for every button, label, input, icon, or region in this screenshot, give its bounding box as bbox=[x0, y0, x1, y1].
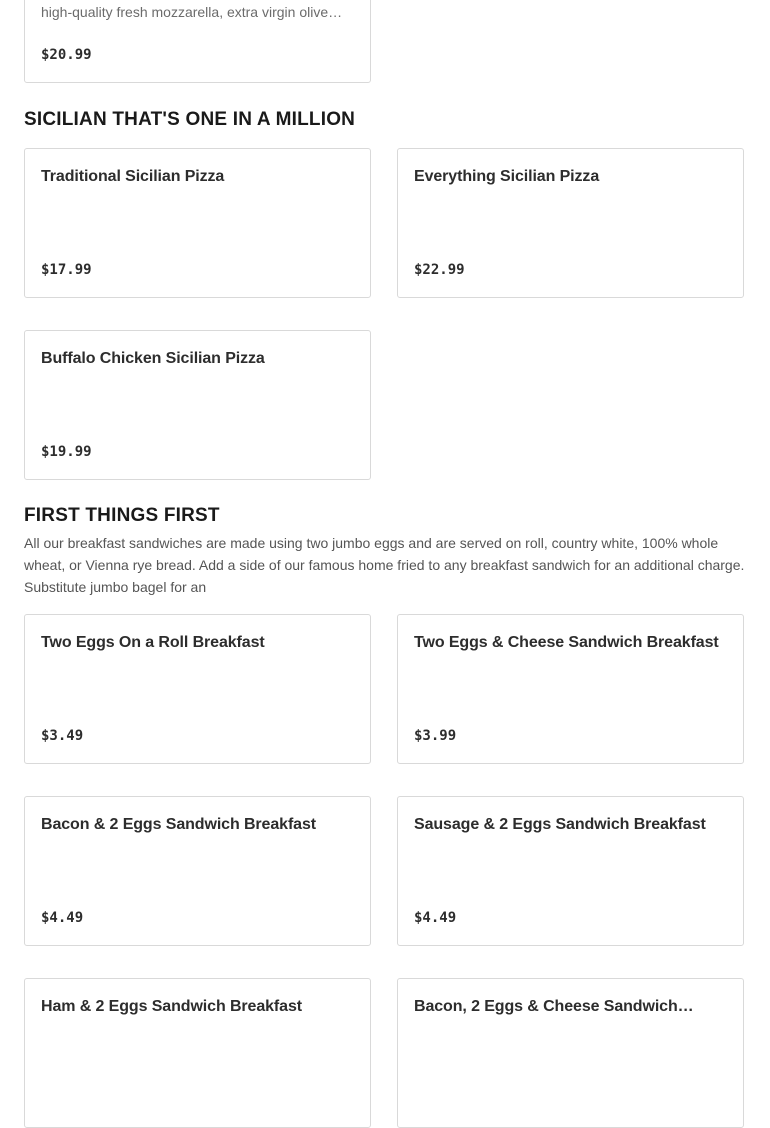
menu-item-card[interactable] bbox=[397, 978, 744, 1128]
menu-item-price: $22.99 bbox=[414, 262, 465, 278]
menu-item-name: Ham & 2 Eggs Sandwich Breakfast bbox=[41, 998, 302, 1015]
menu-item-description: high-quality fresh mozzarella, extra virgin olive… bbox=[41, 4, 343, 20]
menu-item-card[interactable] bbox=[24, 0, 371, 83]
menu-item-price: $3.49 bbox=[41, 728, 84, 744]
menu-item-name: Bacon & 2 Eggs Sandwich Breakfast bbox=[41, 816, 317, 833]
menu-item-card[interactable] bbox=[24, 614, 371, 764]
menu-item-card[interactable] bbox=[24, 796, 371, 946]
menu-item-name: Buffalo Chicken Sicilian Pizza bbox=[41, 350, 265, 367]
section-title-sicilian: SICILIAN THAT'S ONE IN A MILLION bbox=[24, 109, 356, 130]
menu-item-name: Bacon, 2 Eggs & Cheese Sandwich… bbox=[414, 998, 694, 1015]
menu-item-card[interactable] bbox=[397, 796, 744, 946]
menu-item-name: Sausage & 2 Eggs Sandwich Breakfast bbox=[414, 816, 706, 833]
menu-item-price: $4.49 bbox=[41, 910, 84, 926]
menu-item-name: Traditional Sicilian Pizza bbox=[41, 168, 225, 185]
menu-item-card[interactable] bbox=[24, 330, 371, 480]
menu-item-card[interactable] bbox=[24, 978, 371, 1128]
menu-item-name: Two Eggs On a Roll Breakfast bbox=[41, 634, 265, 651]
menu-item-price: $19.99 bbox=[41, 444, 92, 460]
menu-item-card[interactable] bbox=[397, 148, 744, 298]
menu-item-card[interactable] bbox=[397, 614, 744, 764]
menu-item-price: $17.99 bbox=[41, 262, 92, 278]
section-description: All our breakfast sandwiches are made using two jumbo eggs and are served on roll, country white, 100% whole wheat, or Vienna rye bread. Add a side of our famous home fried to any breakfast sandwich for an additional charge. Substitute jumbo bagel for an bbox=[24, 535, 745, 595]
menu-item-price: $20.99 bbox=[41, 47, 92, 63]
menu-item-card[interactable] bbox=[24, 148, 371, 298]
section-title-breakfast: FIRST THINGS FIRST bbox=[24, 505, 220, 526]
menu-item-price: $4.49 bbox=[414, 910, 457, 926]
menu-item-name: Two Eggs & Cheese Sandwich Breakfast bbox=[414, 634, 719, 651]
menu-item-price: $3.99 bbox=[414, 728, 457, 744]
menu-item-name: Everything Sicilian Pizza bbox=[414, 168, 600, 185]
